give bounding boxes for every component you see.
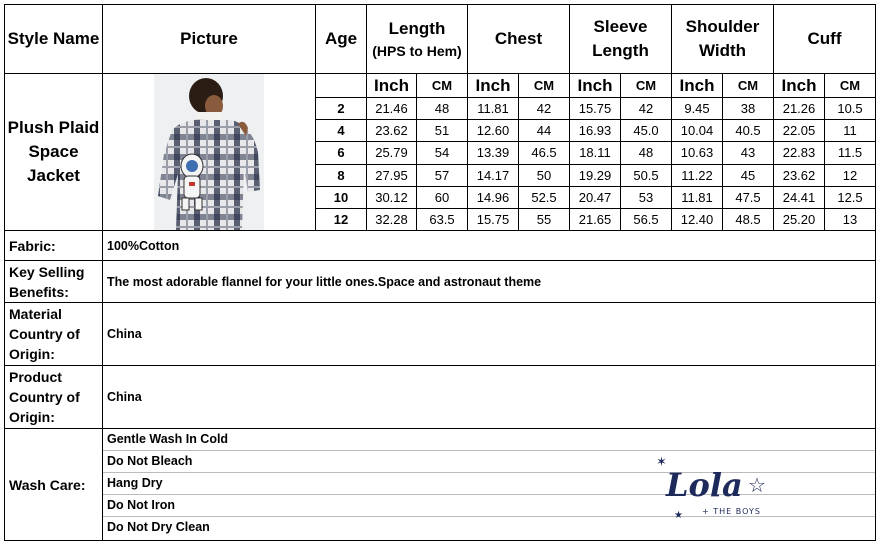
fabric-row — [5, 231, 876, 261]
age-cell: 6 — [316, 142, 367, 164]
length-cm-cell: 51 — [417, 120, 468, 142]
chest-cm-cell: 50 — [519, 164, 570, 186]
cuff-cm-cell: 12 — [825, 164, 876, 186]
sleeve-inch-cell: 15.75 — [570, 98, 621, 120]
shoulder-inch-cell: 10.63 — [672, 142, 723, 164]
shoulder-inch-cell: 10.04 — [672, 120, 723, 142]
length-inch-header: Inch — [367, 74, 417, 98]
product-origin-label: Product Country of Origin: — [5, 366, 103, 429]
selling-label: Key Selling Benefits: — [5, 261, 103, 303]
cuff-cm-cell: 11 — [825, 120, 876, 142]
sleeve-inch-cell: 16.93 — [570, 120, 621, 142]
chest-inch-header: Inch — [468, 74, 519, 98]
shoulder-cm-cell: 47.5 — [723, 186, 774, 208]
cuff-cm-cell: 12.5 — [825, 186, 876, 208]
cuff-cm-cell: 10.5 — [825, 98, 876, 120]
sleeve-cm-cell: 50.5 — [621, 164, 672, 186]
sleeve-inch-cell: 19.29 — [570, 164, 621, 186]
chest-inch-cell: 11.81 — [468, 98, 519, 120]
small-star-icon: ✶ — [656, 455, 667, 470]
unit-row — [5, 74, 876, 98]
chest-inch-cell: 13.39 — [468, 142, 519, 164]
length-inch-cell: 30.12 — [367, 186, 417, 208]
cuff-inch-cell: 25.20 — [774, 208, 825, 230]
age-unit-blank — [316, 74, 367, 98]
sleeve-cm-cell: 42 — [621, 98, 672, 120]
shoulder-cm-header: CM — [723, 74, 774, 98]
length-header-subtitle: (HPS to Hem) — [372, 42, 462, 59]
shoulder-inch-cell: 9.45 — [672, 98, 723, 120]
age-cell: 10 — [316, 186, 367, 208]
list-item: Gentle Wash In Cold — [103, 429, 875, 451]
length-inch-cell: 21.46 — [367, 98, 417, 120]
shoulder-inch-cell: 11.22 — [672, 164, 723, 186]
cuff-inch-cell: 22.83 — [774, 142, 825, 164]
jacket-photo-illustration — [154, 74, 264, 230]
length-cm-cell: 54 — [417, 142, 468, 164]
material-origin-row — [5, 303, 876, 366]
fabric-label: Fabric: — [5, 231, 103, 261]
list-item: Hang Dry — [103, 473, 875, 495]
wash-care-label: Wash Care: — [5, 429, 103, 541]
shoulder-header: Shoulder Width — [672, 5, 774, 74]
length-cm-cell: 57 — [417, 164, 468, 186]
age-header: Age — [316, 5, 367, 74]
age-cell: 12 — [316, 208, 367, 230]
shoulder-cm-cell: 43 — [723, 142, 774, 164]
shoulder-inch-header: Inch — [672, 74, 723, 98]
chest-cm-cell: 55 — [519, 208, 570, 230]
sleeve-inch-header: Inch — [570, 74, 621, 98]
length-header — [367, 5, 468, 74]
shoulder-cm-cell: 45 — [723, 164, 774, 186]
cuff-inch-cell: 21.26 — [774, 98, 825, 120]
product-photo — [154, 74, 264, 230]
length-cm-cell: 63.5 — [417, 208, 468, 230]
material-origin-value: China — [103, 303, 876, 366]
lola-logo-graphic — [652, 452, 777, 522]
age-cell: 4 — [316, 120, 367, 142]
length-header-title: Length — [388, 18, 446, 38]
chest-cm-cell: 42 — [519, 98, 570, 120]
picture-header: Picture — [103, 5, 316, 74]
sleeve-header: Sleeve Length — [570, 5, 672, 74]
fabric-value: 100%Cotton — [103, 231, 876, 261]
chest-inch-cell: 12.60 — [468, 120, 519, 142]
selling-row — [5, 261, 876, 303]
cuff-inch-cell: 23.62 — [774, 164, 825, 186]
sleeve-cm-cell: 56.5 — [621, 208, 672, 230]
list-item: Do Not Bleach — [103, 451, 875, 473]
chest-header: Chest — [468, 5, 570, 74]
list-item: Do Not Dry Clean — [107, 520, 210, 534]
cuff-header: Cuff — [774, 5, 876, 74]
outline-star-icon: ☆ — [748, 473, 766, 497]
chest-cm-cell: 46.5 — [519, 142, 570, 164]
length-inch-cell: 32.28 — [367, 208, 417, 230]
sleeve-cm-header: CM — [621, 74, 672, 98]
cuff-inch-cell: 24.41 — [774, 186, 825, 208]
cuff-inch-header: Inch — [774, 74, 825, 98]
cuff-cm-cell: 11.5 — [825, 142, 876, 164]
sleeve-cm-cell: 48 — [621, 142, 672, 164]
list-item: Do Not Iron — [103, 495, 875, 517]
age-cell: 8 — [316, 164, 367, 186]
shoulder-cm-cell: 40.5 — [723, 120, 774, 142]
picture-cell — [103, 74, 316, 231]
cuff-cm-header: CM — [825, 74, 876, 98]
style-name-header: Style Name — [5, 5, 103, 74]
length-cm-header: CM — [417, 74, 468, 98]
style-name-cell: Plush Plaid Space Jacket — [5, 74, 103, 231]
chest-cm-header: CM — [519, 74, 570, 98]
sleeve-inch-cell: 21.65 — [570, 208, 621, 230]
chest-inch-cell: 14.96 — [468, 186, 519, 208]
header-row — [5, 5, 876, 74]
sleeve-inch-cell: 18.11 — [570, 142, 621, 164]
product-origin-row — [5, 366, 876, 429]
length-cm-cell: 60 — [417, 186, 468, 208]
length-inch-cell: 27.95 — [367, 164, 417, 186]
material-origin-label: Material Country of Origin: — [5, 303, 103, 366]
filled-star-icon: ★ — [674, 510, 683, 521]
product-origin-value: China — [103, 366, 876, 429]
length-inch-cell: 23.62 — [367, 120, 417, 142]
sleeve-cm-cell: 45.0 — [621, 120, 672, 142]
sleeve-cm-cell: 53 — [621, 186, 672, 208]
selling-value: The most adorable flannel for your little ones.Space and astronaut theme — [103, 261, 876, 303]
shoulder-inch-cell: 11.81 — [672, 186, 723, 208]
cuff-cm-cell: 13 — [825, 208, 876, 230]
cuff-inch-cell: 22.05 — [774, 120, 825, 142]
logo-wordmark: Lola — [666, 466, 743, 504]
shoulder-cm-cell: 38 — [723, 98, 774, 120]
length-cm-cell: 48 — [417, 98, 468, 120]
logo-tagline: + THE BOYS — [702, 507, 761, 516]
chest-cm-cell: 44 — [519, 120, 570, 142]
chest-inch-cell: 15.75 — [468, 208, 519, 230]
age-cell: 2 — [316, 98, 367, 120]
chest-cm-cell: 52.5 — [519, 186, 570, 208]
shoulder-cm-cell: 48.5 — [723, 208, 774, 230]
brand-logo — [652, 452, 777, 522]
sleeve-inch-cell: 20.47 — [570, 186, 621, 208]
chest-inch-cell: 14.17 — [468, 164, 519, 186]
length-inch-cell: 25.79 — [367, 142, 417, 164]
shoulder-inch-cell: 12.40 — [672, 208, 723, 230]
